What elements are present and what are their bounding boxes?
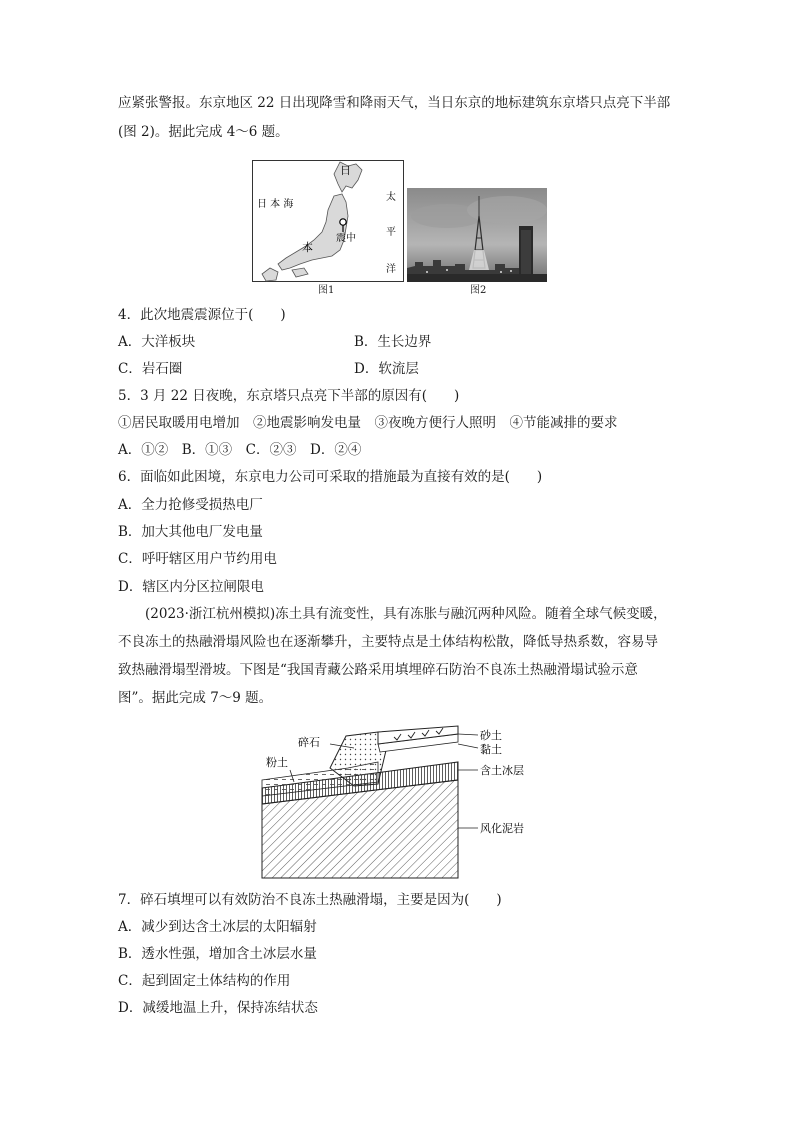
- q6-option-a: A．全力抢修受损热电厂: [118, 497, 263, 513]
- label-silt: 粉土: [266, 756, 288, 769]
- q7-stem: 7．碎石填埋可以有效防治不良冻土热融滑塌，主要是因为( ): [118, 892, 502, 908]
- label-ice-soil: 含土冰层: [480, 764, 524, 777]
- q6-option-d: D．辖区内分区拉闸限电: [118, 579, 264, 595]
- q4-option-c: C．岩石圈: [118, 361, 183, 377]
- figure-1-caption: 图1: [318, 285, 335, 296]
- label-pacific-1: 太: [386, 192, 396, 203]
- figure-2-photo: [407, 188, 547, 282]
- q7-option-a: A．减少到达含土冰层的太阳辐射: [118, 919, 317, 935]
- label-ben: 本: [302, 241, 313, 254]
- intro-line-1: 应紧张警报。东京地区 22 日出现降雪和降雨天气，当日东京的地标建筑东京塔只点亮下半部: [118, 95, 671, 111]
- q7-option-b: B．透水性强，增加含土冰层水量: [118, 946, 317, 962]
- q4-option-b: B．生长边界: [354, 334, 432, 350]
- passage2-line-4: 图”。据此完成 7～9 题。: [118, 690, 273, 706]
- q4-stem: 4．此次地震震源位于( ): [118, 307, 286, 323]
- label-ri: 日: [340, 164, 351, 177]
- figure-3-diagram: [258, 722, 538, 880]
- label-clay: 黏土: [480, 743, 502, 756]
- q5-stem: 5．3 月 22 日夜晚，东京塔只点亮下半部的原因有( ): [118, 388, 460, 404]
- passage2-line-3: 致热融滑塌型滑坡。下图是“我国青藏公路采用填埋碎石防治不良冻土热融滑塌试验示意: [118, 662, 638, 678]
- label-epicenter: 震中: [336, 233, 356, 244]
- q6-option-c: C．呼吁辖区用户节约用电: [118, 551, 277, 567]
- q7-option-d: D．减缓地温上升，保持冻结状态: [118, 1000, 318, 1016]
- label-mudstone: 风化泥岩: [480, 822, 524, 835]
- passage2-line-1: (2023·浙江杭州模拟)冻土具有流变性，具有冻胀与融沉两种风险。随着全球气候变暖，: [118, 606, 667, 622]
- q5-items: ①居民取暖用电增加 ②地震影响发电量 ③夜晚方便行人照明 ④节能减排的要求: [118, 415, 618, 431]
- q5-options: A．①② B．①③ C．②③ D．②④: [118, 442, 362, 458]
- label-pacific-2: 平: [386, 227, 396, 238]
- q4-option-d: D．软流层: [354, 361, 419, 377]
- passage2-line-2: 不良冻土的热融滑塌风险也在逐渐攀升，主要特点是土体结构松散，降低导热系数，容易导: [118, 634, 658, 650]
- q7-option-c: C．起到固定土体结构的作用: [118, 973, 291, 989]
- label-gravel: 碎石: [298, 736, 320, 749]
- label-pacific-3: 洋: [386, 264, 396, 275]
- q6-stem: 6．面临如此困境，东京电力公司可采取的措施最为直接有效的是( ): [118, 469, 543, 485]
- figure-2-caption: 图2: [470, 285, 487, 296]
- label-sandy-soil: 砂土: [480, 729, 502, 742]
- q4-option-a: A．大洋板块: [118, 334, 196, 350]
- intro-line-2: (图 2)。据此完成 4～6 题。: [118, 124, 289, 140]
- q6-option-b: B．加大其他电厂发电量: [118, 524, 263, 540]
- figure-1-map: [252, 160, 404, 282]
- label-sea: 日 本 海: [257, 199, 294, 210]
